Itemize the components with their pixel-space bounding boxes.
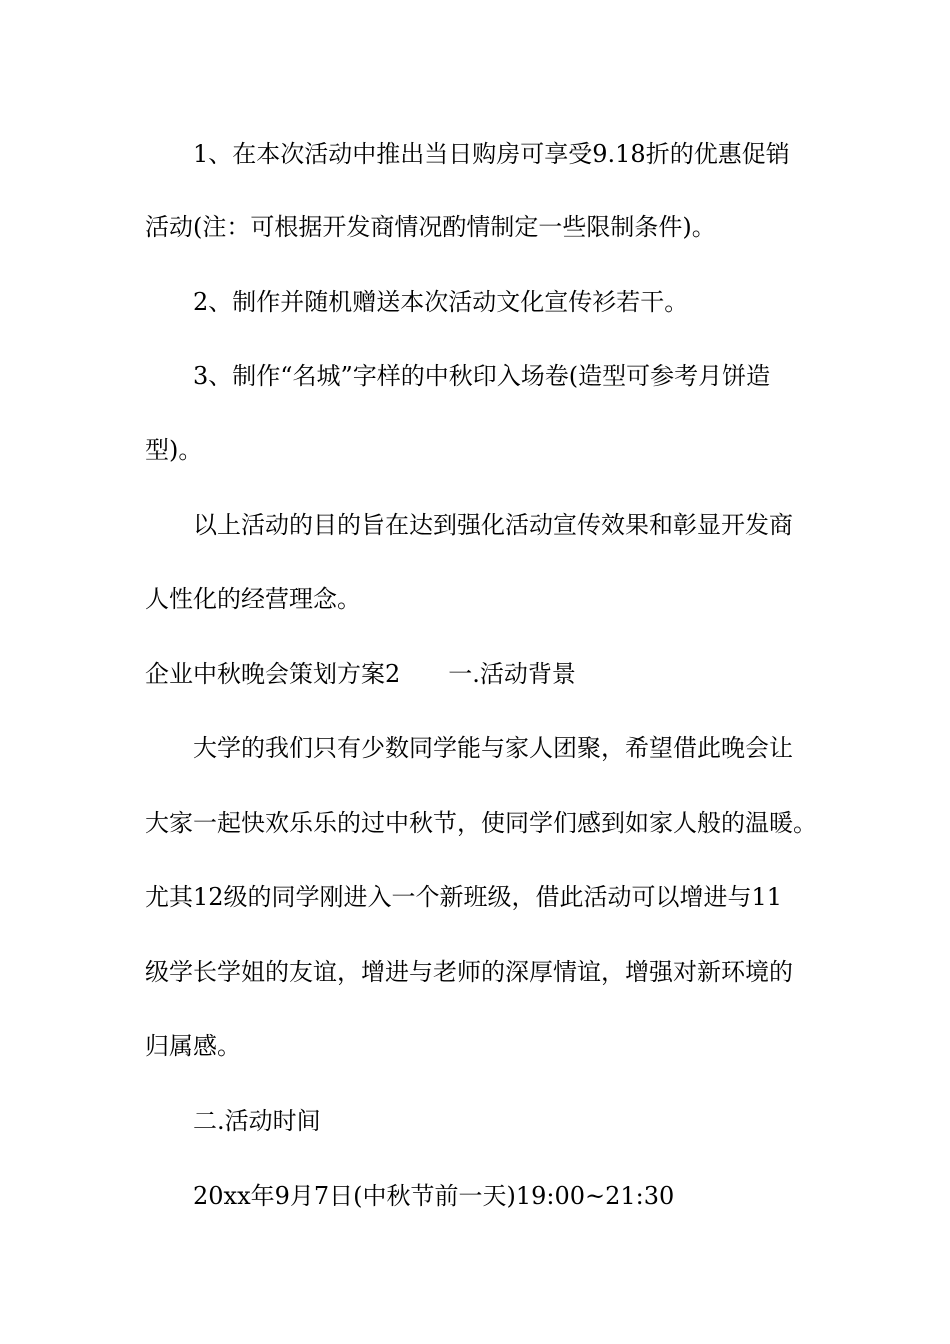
paragraph-line: 活动(注：可根据开发商情况酌情制定一些限制条件)。: [145, 213, 716, 241]
paragraph-line: 人性化的经营理念。: [145, 585, 361, 613]
section-title-line: [145, 659, 576, 689]
paragraph-line: 2、制作并随机赠送本次活动文化宣传衫若干。: [193, 288, 689, 316]
section-heading: 二.活动时间: [193, 1107, 321, 1135]
paragraph-line: 级学长学姐的友谊，增进与老师的深厚情谊，增强对新环境的: [145, 958, 793, 986]
paragraph-line: 20xx年9月7日(中秋节前一天)19:00~21:30: [193, 1182, 675, 1210]
paragraph-line: 归属感。: [145, 1032, 241, 1060]
paragraph-line: 1、在本次活动中推出当日购房可享受9.18折的优惠促销: [193, 140, 790, 168]
paragraph-line: 尤其12级的同学刚进入一个新班级，借此活动可以增进与11: [145, 883, 783, 911]
paragraph-line: 型)。: [145, 436, 203, 464]
paragraph-line: 大家一起快欢乐乐的过中秋节，使同学们感到如家人般的温暖。: [145, 809, 817, 837]
section-heading: 一.活动背景: [448, 660, 576, 688]
paragraph-line: 3、制作“名城”字样的中秋印入场卷(造型可参考月饼造: [193, 362, 771, 390]
paragraph-line: 大学的我们只有少数同学能与家人团聚，希望借此晚会让: [193, 734, 793, 762]
paragraph-line: 以上活动的目的旨在达到强化活动宣传效果和彰显开发商: [193, 511, 793, 539]
document-title: 企业中秋晚会策划方案2: [145, 660, 401, 688]
